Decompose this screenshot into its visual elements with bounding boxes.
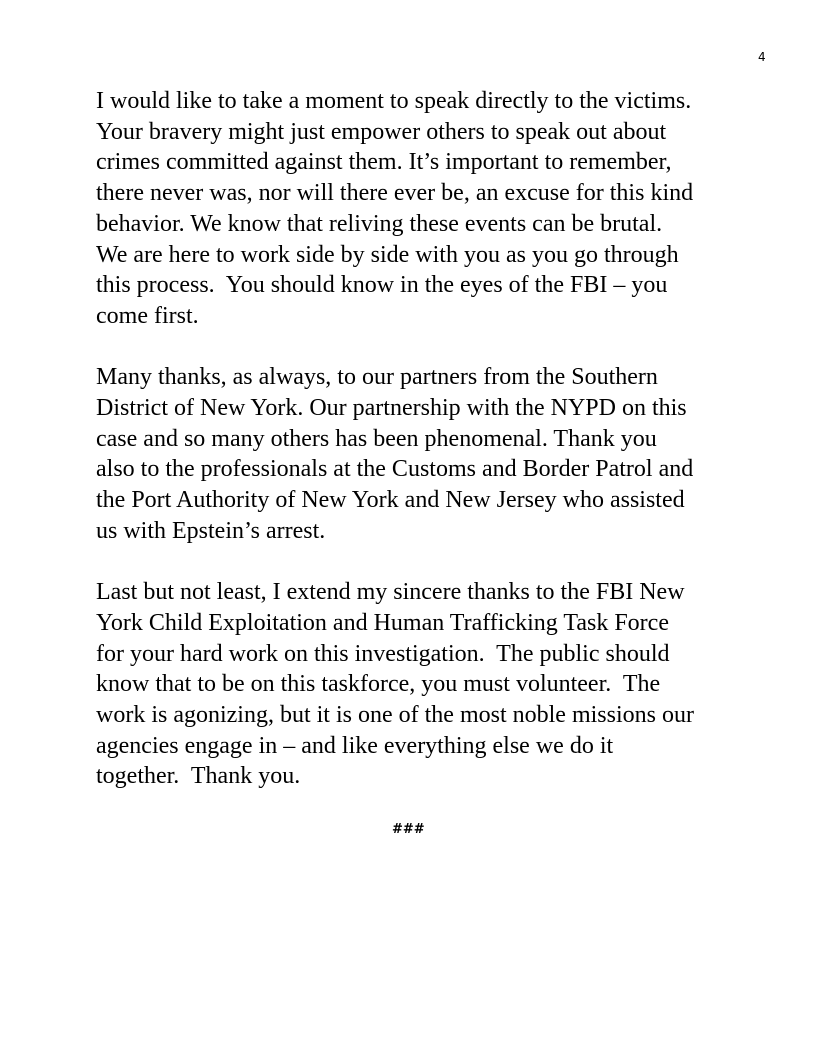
paragraph-line: together. Thank you. (96, 763, 301, 790)
statement-body (96, 86, 776, 792)
paragraph-task-force (96, 577, 776, 792)
paragraph-line: York Child Exploitation and Human Trafficking Task Force (96, 609, 669, 636)
paragraph-line: us with Epstein’s arrest. (96, 517, 326, 544)
paragraph-line: for your hard work on this investigation. The public should (96, 640, 670, 667)
paragraph-line: I would like to take a moment to speak directly to the victims. (96, 88, 692, 114)
paragraph-spacer (96, 332, 776, 363)
paragraph-line: there never was, nor will there ever be, an excuse for this kind (96, 180, 694, 207)
paragraph-line: Last but not least, I extend my sincere thanks to the FBI New (96, 579, 685, 606)
page-number: 4 (758, 50, 766, 64)
paragraph-line: District of New York. Our partnership with the NYPD on this (96, 395, 687, 422)
paragraph-victims (96, 86, 776, 332)
paragraph-spacer (96, 547, 776, 578)
paragraph-line: come first. (96, 302, 199, 329)
end-of-document-mark: ### (392, 822, 425, 837)
paragraph-line: behavior. We know that reliving these events can be brutal. (96, 210, 663, 237)
paragraph-line: We are here to work side by side with you as you go through (96, 241, 679, 268)
paragraph-line: know that to be on this taskforce, you must volunteer. The (96, 671, 661, 698)
paragraph-partners (96, 362, 776, 546)
paragraph-line: work is agonizing, but it is one of the most noble missions our (96, 702, 694, 729)
paragraph-line: Your bravery might just empower others to speak out about (96, 118, 667, 145)
paragraph-line: agencies engage in – and like everything else we do it (96, 732, 614, 759)
paragraph-line: this process. You should know in the eyes of the FBI – you (96, 272, 668, 299)
paragraph-line: case and so many others has been phenomenal. Thank you (96, 425, 657, 452)
paragraph-line: also to the professionals at the Customs and Border Patrol and (96, 456, 694, 483)
paragraph-line: the Port Authority of New York and New Jersey who assisted (96, 487, 685, 514)
paragraph-line: crimes committed against them. It’s important to remember, (96, 149, 672, 176)
paragraph-line: Many thanks, as always, to our partners from the Southern (96, 364, 658, 391)
